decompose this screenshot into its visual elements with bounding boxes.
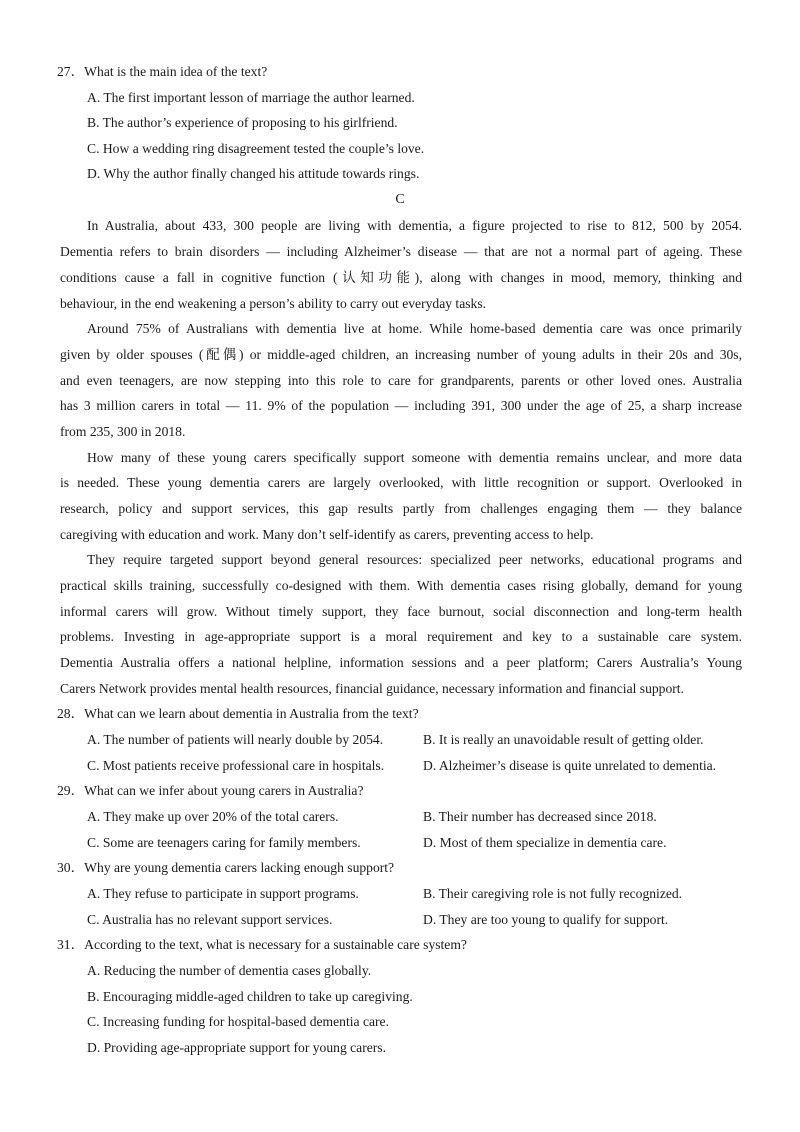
passage-line: Dementia refers to brain disorders — including Alzheimer’s disease — that are not a normal part of ageing. These [60,244,742,259]
question-29-option-b: B. Their number has decreased since 2018. [423,809,657,824]
passage-line: given by older spouses (配偶) or middle-aged children, an increasing number of young adults in their 20s and 30s, [60,347,742,362]
question-27-option-b: B. The author’s experience of proposing to his girlfriend. [87,115,398,130]
passage-line: How many of these young carers specifically support someone with dementia remains unclear, and more data [87,450,742,465]
passage-line: informal carers will grow. Without timely support, they face burnout, social disconnection and long-term health [60,604,742,619]
question-29-option-d: D. Most of them specialize in dementia care. [423,835,667,850]
question-30-option-b: B. Their caregiving role is not fully recognized. [423,886,683,901]
question-29-option-c: C. Some are teenagers caring for family members. [87,835,361,850]
question-27-stem: 27．What is the main idea of the text? [57,64,268,79]
passage-line: In Australia, about 433, 300 people are living with dementia, a figure projected to rise to 812, 500 by 2054. [87,218,742,233]
passage-line: has 3 million carers in total — 11. 9% of the population — including 391, 300 under the age of 25, a sharp increase [60,398,742,413]
question-31-option-d: D. Providing age-appropriate support for young carers. [87,1040,386,1055]
question-30-option-c: C. Australia has no relevant support services. [87,912,333,927]
question-27-option-c: C. How a wedding ring disagreement tested the couple’s love. [87,141,425,156]
passage-line: research, policy and support services, this gap results partly from challenges engaging them — they balance [60,501,742,516]
passage-line: from 235, 300 in 2018. [60,424,186,439]
passage-line: Around 75% of Australians with dementia live at home. While home-based dementia care was once primarily [87,321,742,336]
question-27-option-a: A. The first important lesson of marriage the author learned. [87,90,415,105]
question-31-stem: 31．According to the text, what is necessary for a sustainable care system? [57,937,467,952]
passage-line: Dementia Australia offers a national helpline, information sessions and a peer platform; Carers Australia’s Young [60,655,742,670]
question-29-option-a: A. They make up over 20% of the total carers. [87,809,339,824]
question-30-option-a: A. They refuse to participate in support programs. [87,886,359,901]
passage-line: behaviour, in the end weakening a person’s ability to carry out everyday tasks. [60,296,487,311]
passage-line: and even teenagers, are now stepping into this role to care for grandparents, parents or other loved ones. Australia [60,373,742,388]
question-30-option-d: D. They are too young to qualify for support. [423,912,669,927]
question-29-stem: 29．What can we infer about young carers in Australia? [57,783,364,798]
question-30-stem: 30．Why are young dementia carers lacking enough support? [57,860,395,875]
question-28-option-a: A. The number of patients will nearly double by 2054. [87,732,384,747]
question-28-option-d: D. Alzheimer’s disease is quite unrelated to dementia. [423,758,717,773]
passage-line: conditions cause a fall in cognitive function (认知功能), along with changes in mood, memory, thinking and [60,270,742,285]
question-28-option-b: B. It is really an unavoidable result of getting older. [423,732,704,747]
passage-line: problems. Investing in age-appropriate support is a moral requirement and key to a sustainable care system. [60,629,742,644]
question-27-option-d: D. Why the author finally changed his attitude towards rings. [87,166,420,181]
question-31-option-c: C. Increasing funding for hospital-based dementia care. [87,1014,389,1029]
section-title: C [395,192,405,207]
question-31-option-a: A. Reducing the number of dementia cases globally. [87,963,372,978]
passage-line: They require targeted support beyond general resources: specialized peer networks, educational programs and [87,552,742,567]
passage-line: is needed. These young dementia carers are largely overlooked, with little recognition or support. Overlooked in [60,475,742,490]
question-31-option-b: B. Encouraging middle-aged children to take up caregiving. [87,989,413,1004]
passage-line: practical skills training, successfully co-designed with them. With dementia cases rising globally, demand for young [60,578,742,593]
passage-line: Carers Network provides mental health resources, financial guidance, necessary information and financial support. [60,681,684,696]
passage-line: caregiving with education and work. Many don’t self-identify as carers, preventing access to help. [60,527,594,542]
question-28-option-c: C. Most patients receive professional care in hospitals. [87,758,385,773]
question-28-stem: 28．What can we learn about dementia in Australia from the text? [57,706,419,721]
